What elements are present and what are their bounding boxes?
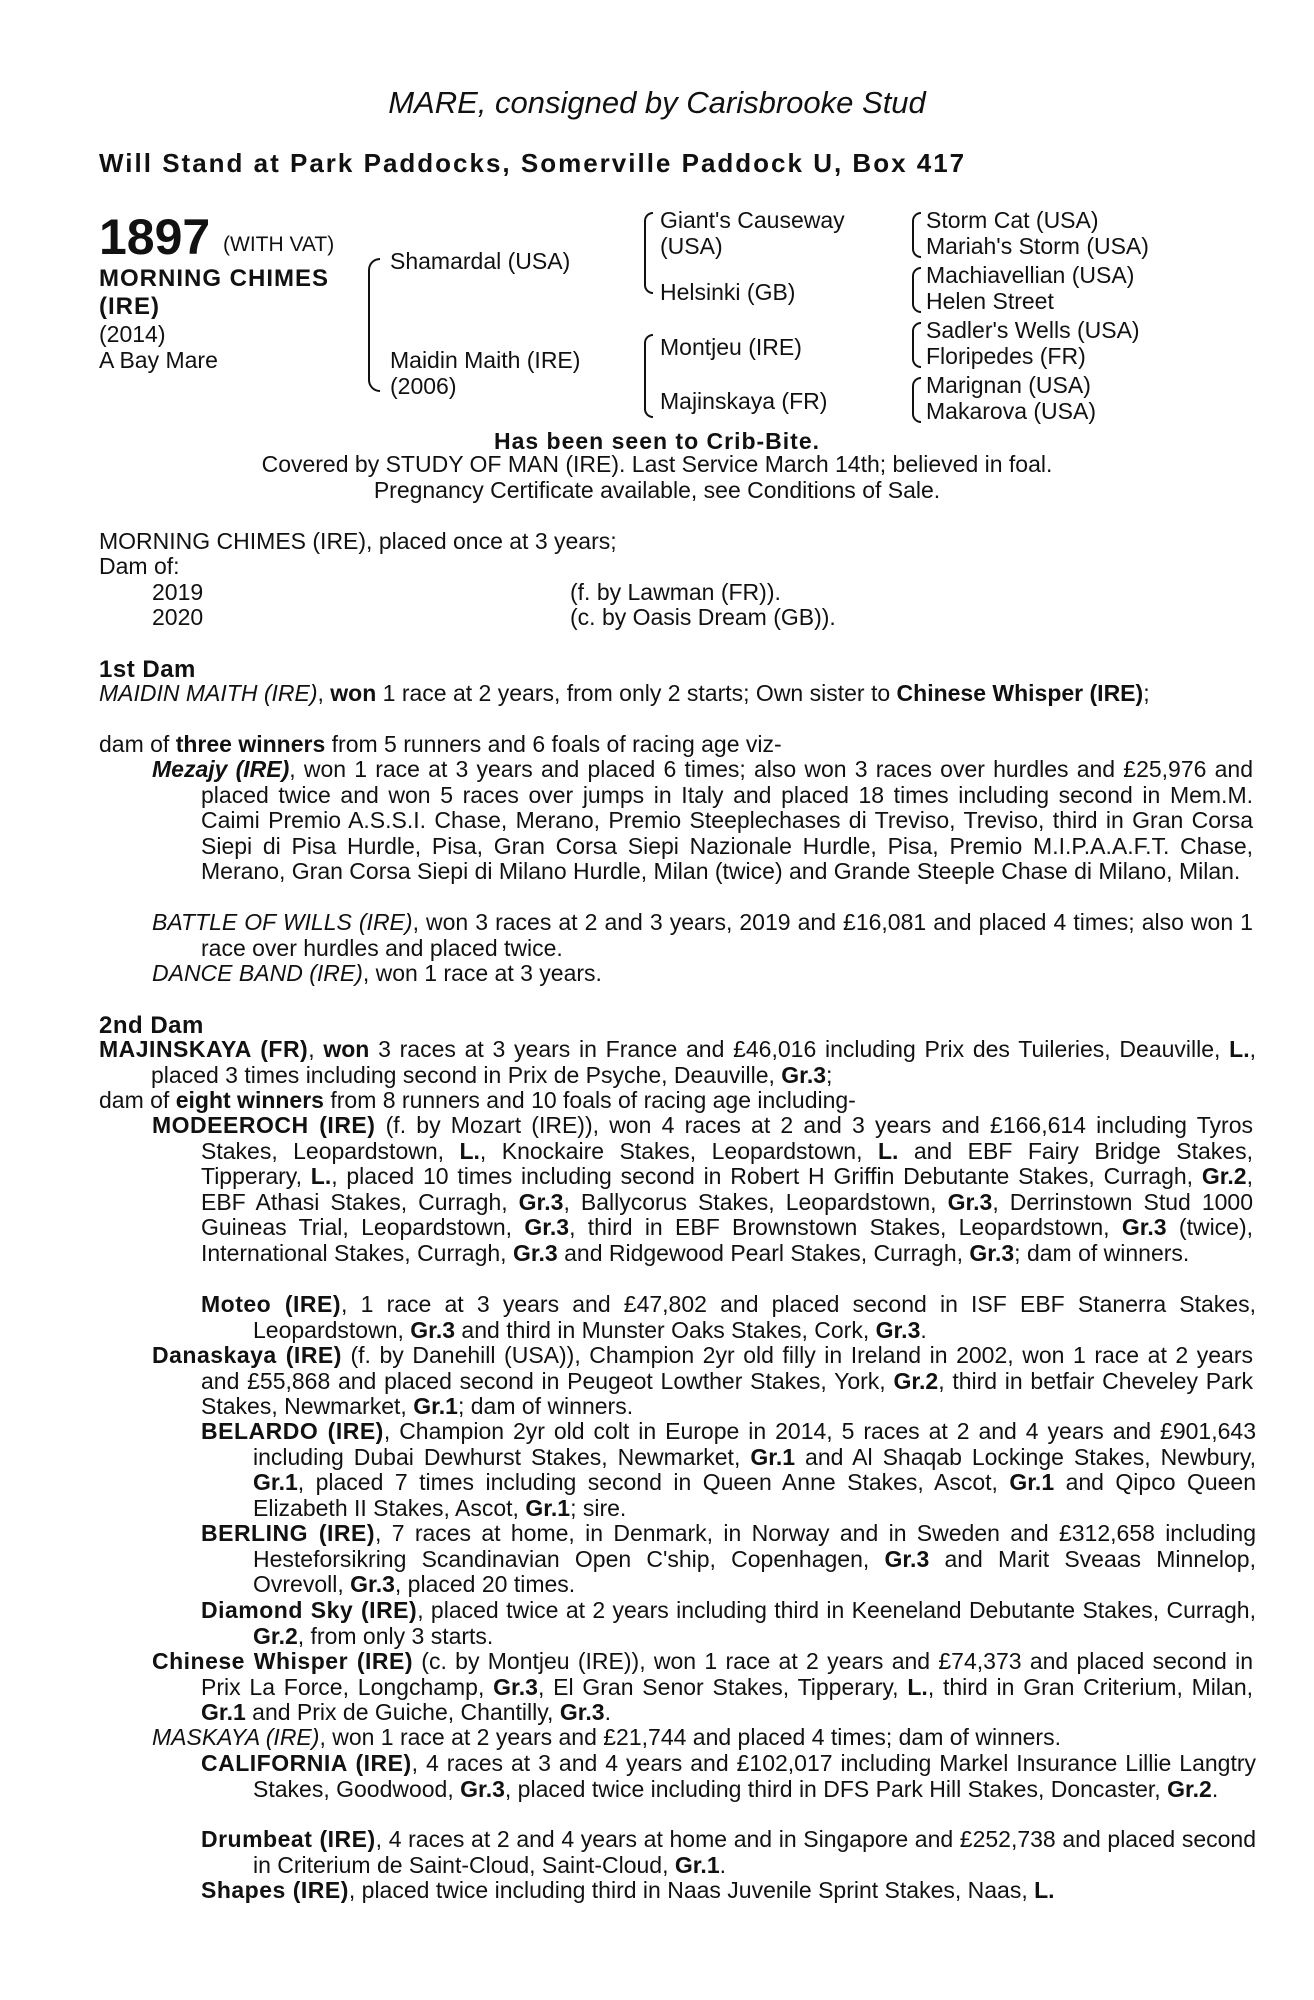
pregnancy-note: Pregnancy Certificate available, see Conditions of Sale. [373,477,941,503]
race-grade: Gr.1 [201,1699,246,1725]
produce-name: Chinese Whisper (IRE) [152,1648,413,1674]
produce-name: Drumbeat (IRE) [201,1826,376,1852]
race-grade: Gr.3 [524,1214,570,1240]
sire-sire-country: (USA) [660,233,723,259]
produce-record: , won 3 races at 2 and 3 years, 2019 and £16,081 and placed 4 times; also won 1 race over hurdles and placed twice. [201,909,1253,961]
sire-dam: Helsinki (GB) [660,279,796,305]
first-dam-text-end: ; [1143,680,1150,706]
vice-note: Has been seen to Crib-Bite. [493,428,821,454]
produce-record: , won 1 race at 2 years and £21,744 and placed 4 times; dam of winners. [319,1724,1061,1750]
first-dam-text: 1 race at 2 years, from only 2 starts; Own sister to [376,680,897,706]
great-grandparent-1: Storm Cat (USA) [926,207,1099,233]
offspring-year: 2020 [152,604,204,630]
sister-name: Chinese Whisper (IRE) [896,680,1144,706]
pedigree-brace-main [368,258,380,392]
race-grade: Gr.1 [253,1469,298,1495]
second-dam-produce [99,1088,1204,1114]
race-grade: Gr.3 [884,1545,930,1572]
pedigree-brace-g1 [912,212,921,258]
dam-of-suffix: from 8 runners and 10 foals of racing age including- [323,1087,856,1113]
second-dam-text: 3 races at 3 years in France and £46,016 including Prix des Tuileries, Deauville, [369,1036,1230,1062]
race-grade: Gr.3 [493,1673,538,1700]
offspring-detail: (c. by Oasis Dream (GB)). [570,604,836,630]
first-dam-heading: 1st Dam [99,656,196,683]
horse-name: MORNING CHIMES (IRE) [99,265,329,320]
produce-name: BERLING (IRE) [201,1520,375,1546]
produce-entry [201,1827,1256,1878]
pedigree-brace-sire [644,212,653,294]
produce-record: (f. by Danehill (USA)), Champion 2yr old filly in Ireland in 2002, won 1 race at 2 years and £55,868 and placed second in Peugeot Lowther Stakes, York, Gr.2, third in betfair Cheveley Park Stakes, Newmarket, Gr.1; dam of winners. [201,1342,1254,1419]
first-dam-summary: MAIDIN MAITH (IRE), won 1 race at 2 years, from only 2 starts; Own sister to Chinese Whisper (IRE); [99,680,1150,706]
race-grade: Gr.3 [512,1239,558,1266]
produce-name: Danaskaya (IRE) [152,1342,342,1368]
winners-count: eight winners [175,1087,324,1113]
sire-sire: Giant's Causeway [660,207,845,233]
race-grade: Gr.1 [525,1494,571,1521]
produce-entry [152,757,1253,885]
pedigree-brace-g4 [912,377,921,423]
race-record: MORNING CHIMES (IRE), placed once at 3 years; [99,528,617,554]
race-grade: Gr.3 [518,1188,564,1215]
produce-name: MODEEROCH (IRE) [152,1112,376,1138]
dam: Maidin Maith (IRE) [390,347,581,373]
second-dam-name: MAJINSKAYA (FR) [99,1036,309,1062]
dam-of-prefix: dam of [99,1087,176,1113]
first-dam-produce [99,732,1204,758]
produce-name: MASKAYA (IRE) [152,1724,320,1750]
race-grade: Gr.3 [350,1571,395,1597]
race-grade: Gr.3 [1121,1214,1167,1240]
race-grade: L. [877,1137,899,1164]
produce-record: (f. by Mozart (IRE)), won 4 races at 2 and 3 years and £166,614 including Tyros Stakes, Leopardstown, L., Knockaire Stakes, Leopardstown, L. and EBF Fairy Bridge Stakes, Tipperary, L., placed 10 times including second in Robert H Griffin Debutante Stakes, Curragh, Gr.2, EBF Athasi Stakes, Curragh, Gr.3, Ballycorus Stakes, Leopardstown, Gr.3, Derrinstown Stud 1000 Guineas Trial, Leopardstown, Gr.3, third in EBF Brownstown Stakes, Leopardstown, Gr.3 (twice), International Stakes, Curragh, Gr.3 and Ridgewood Pearl Stakes, Curragh, Gr.3; dam of winners. [201,1112,1254,1266]
produce-entry [152,1649,1253,1726]
won-label: won [323,1036,370,1062]
dam-year: (2006) [390,373,457,399]
produce-record: , won 1 race at 3 years. [362,960,602,986]
produce-record: , placed twice at 2 years including third in Keeneland Debutante Stakes, Curragh, Gr.2, from only 3 starts. [253,1597,1256,1649]
great-grandparent-6: Floripedes (FR) [926,343,1086,369]
pedigree-brace-dam [644,334,653,418]
dam-sire: Montjeu (IRE) [660,334,802,360]
race-grade: Gr.3 [410,1316,456,1343]
sire: Shamardal (USA) [390,248,571,274]
produce-record: , 4 races at 2 and 4 years at home and in Singapore and £252,738 and placed second in Criterium de Saint-Cloud, Saint-Cloud, Gr.1. [253,1826,1256,1878]
race-grade: Gr.1 [1009,1469,1055,1495]
produce-entry [201,1292,1256,1343]
race-grade: Gr.2 [253,1622,298,1649]
second-dam-text: , placed 3 times including second in Prix de Psyche, Deauville, [151,1036,1257,1088]
great-grandparent-3: Machiavellian (USA) [926,262,1135,288]
race-grade: Gr.3 [460,1775,505,1802]
vat-note: (WITH VAT) [223,233,335,256]
produce-record: , 1 race at 3 years and £47,802 and placed second in ISF EBF Stanerra Stakes, Leopardstown, Gr.3 and third in Munster Oaks Stakes, Cork, Gr.3. [253,1291,1256,1343]
produce-entry [152,1343,1253,1420]
produce-entry [152,1113,1253,1266]
race-grade: Gr.1 [674,1851,720,1878]
great-grandparent-8: Makarova (USA) [926,398,1096,424]
lot-number: 1897 [99,209,211,265]
pedigree-brace-g2 [912,267,921,313]
covering-note: Covered by STUDY OF MAN (IRE). Last Service March 14th; believed in foal. [261,451,1053,477]
winners-count: three winners [175,731,326,757]
produce-entry [201,1598,1256,1649]
produce-entry [201,1751,1256,1802]
group-label: Gr.3 [781,1061,827,1088]
first-dam-name: MAIDIN MAITH (IRE) [99,680,318,706]
race-grade: L. [907,1673,928,1700]
horse-year: (2014) [99,321,166,347]
dam-of-label: Dam of: [99,553,180,579]
produce-name: Moteo (IRE) [201,1291,342,1317]
produce-record: , Champion 2yr old colt in Europe in 2014, 5 races at 2 and 4 years and £901,643 including Dubai Dewhurst Stakes, Newmarket, Gr.1 and Al Shaqab Lockinge Stakes, Newbury, Gr.1, placed 7 times including second in Queen Anne Stakes, Ascot, Gr.1 and Qipco Queen Elizabeth II Stakes, Ascot, Gr.1; sire. [253,1418,1257,1521]
produce-name: Mezajy (IRE) [152,756,290,782]
dam-of-prefix: dam of [99,731,176,757]
second-dam-summary: MAJINSKAYA (FR), won 3 races at 3 years in France and £46,016 including Prix des Tuileries, Deauville, L., placed 3 times including second in Prix de Psyche, Deauville, Gr.3; [99,1036,1257,1088]
produce-name: CALIFORNIA (IRE) [201,1750,412,1776]
race-grade: Gr.1 [750,1443,796,1470]
produce-record: , 7 races at home, in Denmark, in Norway and in Sweden and £312,658 including Hesteforsikring Scandinavian Open C'ship, Copenhagen, Gr.3 and Marit Sveaas Minnelop, Ovrevoll, Gr.3, placed 20 times. [253,1520,1256,1597]
produce-entry [152,910,1253,961]
listed-label: L. [1229,1036,1250,1062]
race-grade: L. [310,1163,332,1189]
stand-location: Will Stand at Park Paddocks, Somerville Paddock U, Box 417 [99,148,967,178]
produce-name: BELARDO (IRE) [201,1418,384,1444]
produce-record: (c. by Montjeu (IRE)), won 1 race at 2 years and £74,373 and placed second in Prix La Force, Longchamp, Gr.3, El Gran Senor Stakes, Tipperary, L., third in Gran Criterium, Milan, Gr.1 and Prix de Guiche, Chantilly, Gr.3. [201,1648,1254,1725]
race-grade: Gr.3 [875,1316,921,1343]
race-grade: Gr.1 [413,1393,458,1419]
great-grandparent-4: Helen Street [926,288,1054,314]
race-grade: Gr.2 [1201,1163,1247,1189]
great-grandparent-2: Mariah's Storm (USA) [926,233,1149,259]
second-dam-heading: 2nd Dam [99,1012,204,1039]
produce-name: DANCE BAND (IRE) [152,960,363,986]
produce-name: BATTLE OF WILLS (IRE) [152,909,413,935]
produce-name: Diamond Sky (IRE) [201,1597,418,1623]
pedigree-brace-g3 [912,322,921,368]
race-grade: Gr.3 [947,1188,993,1215]
race-grade: Gr.2 [893,1367,939,1394]
dam-dam: Majinskaya (FR) [660,388,828,414]
race-grade: Gr.3 [559,1699,605,1725]
second-dam-text-end: ; [826,1061,833,1088]
produce-entry [201,1419,1256,1521]
produce-record: , 4 races at 3 and 4 years and £102,017 including Markel Insurance Lillie Langtry Stakes, Goodwood, Gr.3, placed twice including third in DFS Park Hill Stakes, Doncaster, Gr.2. [253,1750,1256,1802]
great-grandparent-7: Marignan (USA) [926,372,1091,398]
offspring-detail: (f. by Lawman (FR)). [570,579,781,605]
horse-description: A Bay Mare [99,347,218,373]
race-grade: Gr.3 [969,1239,1015,1266]
produce-entry [152,961,1204,987]
produce-name: Shapes (IRE) [201,1877,349,1903]
race-grade: Gr.2 [1167,1775,1212,1802]
race-grade: L. [459,1137,480,1164]
listed-label: L. [1034,1877,1055,1903]
consignment-title: MARE, consigned by Carisbrooke Stud [388,85,926,120]
produce-record: , won 1 race at 3 years and placed 6 times; also won 3 races over hurdles and £25,976 and placed twice and won 5 races over jumps in Italy and placed 18 times including second in Mem.M. Caimi Premio A.S.S.I. Chase, Merano, Premio Steeplechases di Treviso, Treviso, third in Gran Corsa Siepi di Pisa Hurdle, Pisa, Gran Corsa Siepi Nazionale Hurdle, Pisa, Premio M.I.P.A.A.F.T. Chase, Merano, Gran Corsa Siepi di Milano Hurdle, Milan (twice) and Grande Steeple Chase di Milano, Milan. [201,756,1253,884]
dam-of-suffix: from 5 runners and 6 foals of racing age viz- [325,731,782,757]
produce-entry [201,1521,1256,1598]
offspring-year: 2019 [152,579,204,605]
produce-record: , placed twice including third in Naas Juvenile Sprint Stakes, Naas, [348,1877,1035,1903]
great-grandparent-5: Sadler's Wells (USA) [926,317,1140,343]
won-label: won [330,680,377,706]
produce-entry [201,1878,1204,1904]
produce-entry [152,1725,1204,1751]
